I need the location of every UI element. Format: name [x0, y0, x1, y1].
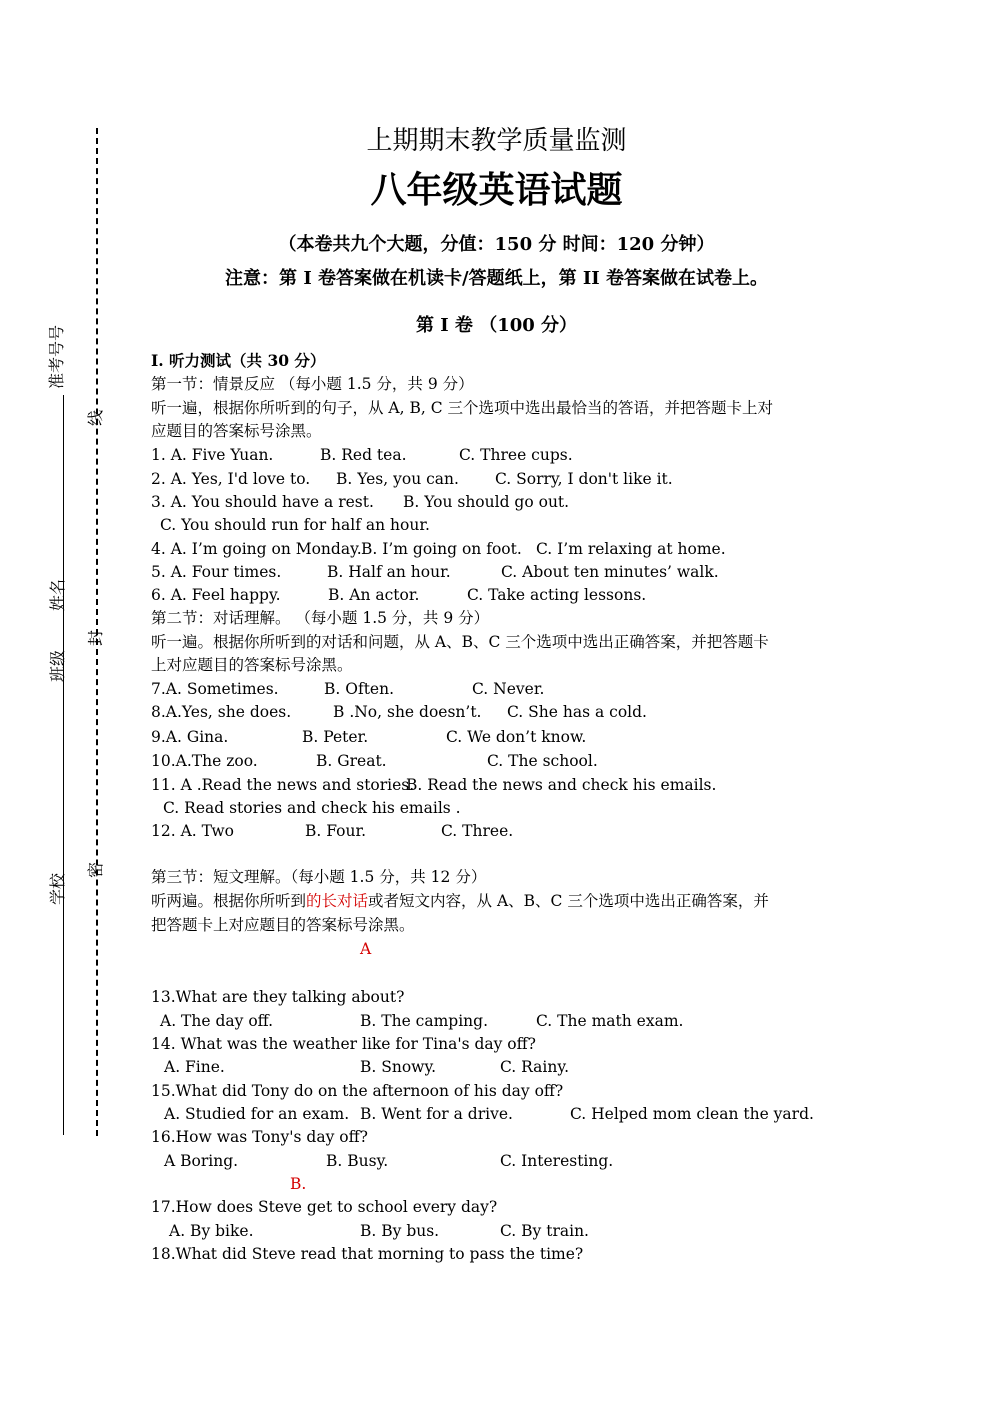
option: 8.A.Yes, she does.: [151, 703, 292, 721]
option: C. We don’t know.: [446, 728, 587, 746]
option: B. Four.: [305, 822, 367, 840]
option: C. Read stories and check his emails .: [163, 799, 461, 817]
school-label: 学校: [48, 872, 67, 905]
part2-instructions-cont: 上对应题目的答案标号涂黑。: [151, 656, 353, 674]
class-label: 班级: [48, 649, 67, 682]
exam-info: （本卷共九个大题，分值：150 分 时间：120 分钟）: [278, 234, 715, 255]
volume-heading: 第 I 卷 （100 分）: [415, 315, 578, 336]
option: C. The math exam.: [536, 1012, 684, 1030]
option: C. Helped mom clean the yard.: [570, 1105, 814, 1123]
passage-label-b: B.: [290, 1175, 307, 1193]
section-heading: I. 听力测试（共 30 分）: [151, 351, 326, 370]
option: A Boring.: [164, 1152, 239, 1170]
option: C. The school.: [487, 752, 598, 770]
exam-number-label: 准考号号: [47, 324, 66, 389]
binding-solid-line: [63, 395, 64, 1135]
option: B. You should go out.: [403, 493, 570, 511]
part3-title: 第三节：短文理解。（每小题 1.5 分，共 12 分）: [151, 868, 487, 886]
option: A. Studied for an exam.: [164, 1105, 350, 1123]
seal-mi-char: 密: [86, 862, 105, 879]
exam-title-main: 八年级英语试题: [370, 169, 623, 211]
question-14: 14. What was the weather like for Tina's day off?: [151, 1035, 536, 1053]
question-17: 17.How does Steve get to school every day?: [151, 1198, 498, 1216]
question-18: 18.What did Steve read that morning to pass the time?: [151, 1245, 584, 1263]
option: B. Great.: [316, 752, 387, 770]
option: B. Went for a drive.: [360, 1105, 513, 1123]
option: B. Yes, you can.: [336, 470, 459, 488]
part1-instructions: 听一遍，根据你所听到的句子，从 A, B, C 三个选项中选出最恰当的答语，并把答题卡上对: [151, 399, 774, 417]
part3-instructions-cont: 把答题卡上对应题目的答案标号涂黑。: [151, 916, 415, 934]
name-label: 姓名: [48, 578, 67, 611]
option: B. The camping.: [360, 1012, 488, 1030]
option: B. Snowy.: [360, 1058, 437, 1076]
option: B. By bus.: [360, 1222, 440, 1240]
option: B. Half an hour.: [327, 563, 451, 581]
option: C. Never.: [472, 680, 545, 698]
option: 3. A. You should have a rest.: [151, 493, 374, 511]
part3-instructions: 听两遍。根据你所听到的长对话或者短文内容，从 A、B、C 三个选项中选出正确答案，并: [151, 892, 769, 910]
option: B. Peter.: [302, 728, 369, 746]
option: B. Read the news and check his emails.: [406, 776, 717, 794]
option: 10.A.The zoo.: [151, 752, 258, 770]
option: B .No, she doesn’t.: [333, 703, 482, 721]
option: C. You should run for half an hour.: [160, 516, 430, 534]
option: B. Red tea.: [320, 446, 407, 464]
option: C. By train.: [500, 1222, 589, 1240]
passage-label-a: A: [360, 940, 372, 958]
option: C. She has a cold.: [507, 703, 647, 721]
part2-instructions: 听一遍。根据你所听到的对话和问题，从 A、B、C 三个选项中选出正确答案，并把答题卡: [151, 633, 769, 651]
option: C. Sorry, I don't like it.: [495, 470, 673, 488]
option: 12. A. Two: [151, 822, 235, 840]
seal-feng-char: 封: [86, 630, 105, 647]
seal-line-char: 线: [86, 410, 105, 427]
option: B. An actor.: [328, 586, 420, 604]
option: C. Three cups.: [459, 446, 573, 464]
part2-title: 第二节：对话理解。 （每小题 1.5 分，共 9 分）: [151, 609, 490, 627]
option: 4. A. I’m going on Monday.: [151, 540, 362, 558]
question-13: 13.What are they talking about?: [151, 988, 405, 1006]
part1-title: 第一节：情景反应 （每小题 1.5 分，共 9 分）: [151, 375, 474, 393]
part1-instructions-cont: 应题目的答案标号涂黑。: [151, 422, 322, 440]
option: A. The day off.: [160, 1012, 274, 1030]
option: B. I’m going on foot.: [361, 540, 522, 558]
option: B. Busy.: [326, 1152, 389, 1170]
option: C. Three.: [441, 822, 514, 840]
option: 2. A. Yes, I'd love to.: [151, 470, 311, 488]
question-16: 16.How was Tony's day off?: [151, 1128, 368, 1146]
option: C. About ten minutes’ walk.: [501, 563, 719, 581]
option: C. I’m relaxing at home.: [536, 540, 726, 558]
question-15: 15.What did Tony do on the afternoon of his day off?: [151, 1082, 564, 1100]
option: B. Often.: [324, 680, 394, 698]
option: C. Interesting.: [500, 1152, 614, 1170]
option: A. By bike.: [169, 1222, 254, 1240]
exam-title-sub: 上期期末教学质量监测: [366, 126, 627, 156]
option: C. Take acting lessons.: [467, 586, 647, 604]
option: 7.A. Sometimes.: [151, 680, 279, 698]
option: C. Rainy.: [500, 1058, 569, 1076]
option: 9.A. Gina.: [151, 728, 229, 746]
option: 11. A .Read the news and stories.: [151, 776, 415, 794]
option: 5. A. Four times.: [151, 563, 282, 581]
option: 6. A. Feel happy.: [151, 586, 281, 604]
option: 1. A. Five Yuan.: [151, 446, 274, 464]
exam-note: 注意：第 I 卷答案做在机读卡/答题纸上，第 II 卷答案做在试卷上。: [225, 268, 768, 289]
option: A. Fine.: [164, 1058, 225, 1076]
